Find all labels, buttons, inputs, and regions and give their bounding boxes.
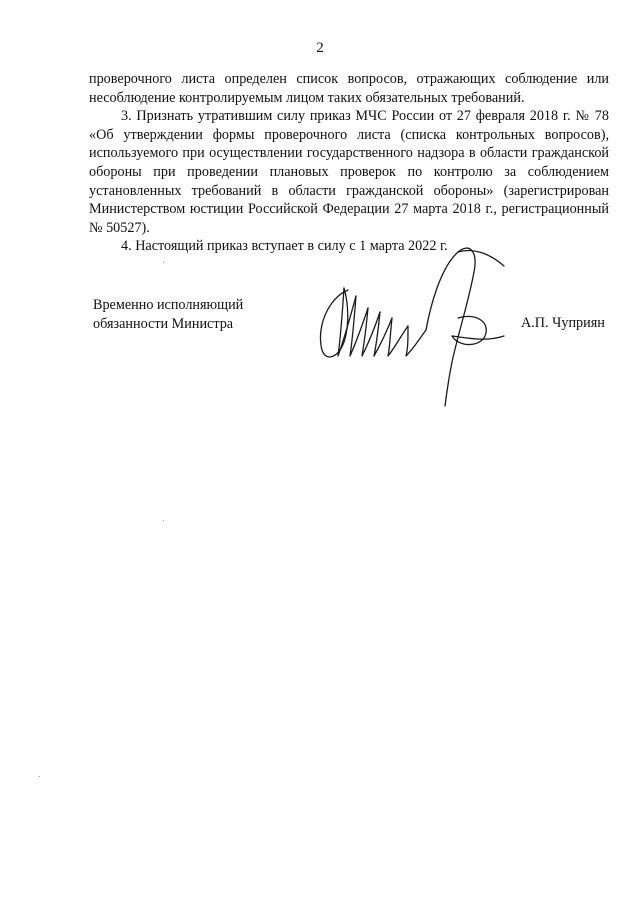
signer-title bbox=[93, 296, 243, 334]
paragraph-item-3: 3. Признать утратившим силу приказ МЧС России от 27 февраля 2018 г. № 78 «Об утверждении формы проверочного листа (списка контрольных вопросов), используемого при осуществлении государственного надзора в области гражданской обороны при проведении плановых проверок по контролю за соблюдением установленных требований в области гражданской обороны» (зарегистрирован Министерством юстиции Российской Федерации 27 марта 2018 г., регистрационный № 50527). bbox=[89, 108, 609, 236]
page-number: 2 bbox=[316, 40, 324, 56]
paragraph-continuation: проверочного листа определен список вопросов, отражающих соблюдение или несоблюдение контролируемым лицом таких обязательных требований. bbox=[89, 71, 609, 106]
paragraph-item-4: 4. Настоящий приказ вступает в силу с 1 марта 2022 г. bbox=[121, 238, 448, 255]
document-body bbox=[89, 70, 609, 256]
signer-title-line1: Временно исполняющий bbox=[93, 297, 244, 313]
scan-speck bbox=[163, 520, 164, 521]
scan-speck bbox=[39, 776, 40, 777]
signer-title-line2: обязанности Министра bbox=[93, 316, 234, 332]
signer-name: А.П. Чуприян bbox=[521, 315, 605, 331]
handwritten-signature bbox=[308, 238, 518, 408]
scan-speck bbox=[163, 262, 164, 263]
